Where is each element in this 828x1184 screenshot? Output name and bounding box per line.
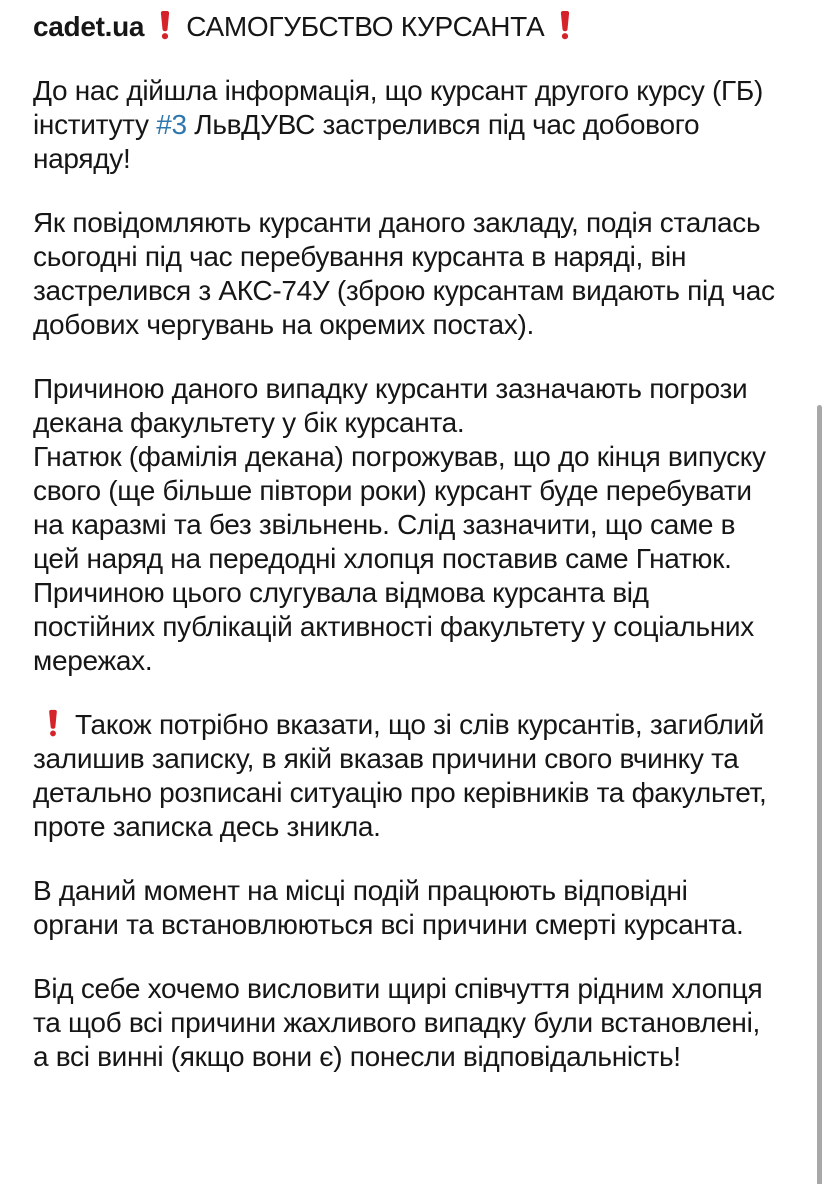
exclamation-icon bbox=[39, 709, 67, 737]
post-header bbox=[33, 9, 775, 44]
paragraph-3-line-3: Причиною цього слугувала відмова курсанта від постійних публікацій активності факультету у соціальних мережах. bbox=[33, 577, 754, 676]
paragraph-1-text: ЛьвДУВС застрелився під час добового наряду! bbox=[33, 109, 700, 174]
scrollbar-thumb[interactable] bbox=[817, 405, 822, 1184]
paragraph-3-line-2: Гнатюк (фамілія декана) погрожував, що до кінця випуску свого (ще більше півтори роки) курсант буде перебувати на каразмі та без звільнень. Слід зазначити, що саме в цей наряд на передодні хлопця поставив саме Гнатюк. bbox=[33, 441, 766, 574]
paragraph-5 bbox=[33, 874, 775, 942]
paragraph-4-text: Також потрібно вказати, що зі слів курсантів, загиблий залишив записку, в якій вказав причини свого вчинку та детально розписані ситуацію про керівників та факультет, проте записка десь зникла. bbox=[33, 709, 767, 842]
paragraph-2-text: Як повідомляють курсанти даного закладу, подія сталась сьогодні під час перебування курсанта в наряді, він застрелився з АКС-74У (зброю курсантам видають під час добових чергувань на окремих постах). bbox=[33, 207, 775, 340]
paragraph-1-text: До нас дійшла інформація, що курсант другого курсу (ГБ) інституту bbox=[33, 75, 763, 140]
paragraph-6 bbox=[33, 972, 775, 1074]
paragraph-6-text: Від себе хочемо висловити щирі співчуття рідним хлопця та щоб всі причини жахливого випадку були встановлені, а всі винні (якщо вони є) понесли відповідальність! bbox=[33, 973, 763, 1072]
paragraph-5-text: В даний момент на місці подій працюють відповідні органи та встановлюються всі причини смерті курсанта. bbox=[33, 875, 744, 940]
paragraph-1 bbox=[33, 74, 775, 176]
paragraph-3-line-1: Причиною даного випадку курсанти зазначають погрози декана факультету у бік курсанта. bbox=[33, 373, 748, 438]
exclamation-icon bbox=[150, 10, 180, 40]
paragraph-4 bbox=[33, 708, 775, 844]
channel-name[interactable]: cadet.ua bbox=[33, 11, 145, 42]
post-title: САМОГУБСТВО КУРСАНТА bbox=[186, 11, 545, 42]
paragraph-2 bbox=[33, 206, 775, 342]
exclamation-icon bbox=[550, 10, 580, 40]
paragraph-3 bbox=[33, 372, 775, 678]
hashtag-link[interactable]: #3 bbox=[156, 109, 187, 140]
